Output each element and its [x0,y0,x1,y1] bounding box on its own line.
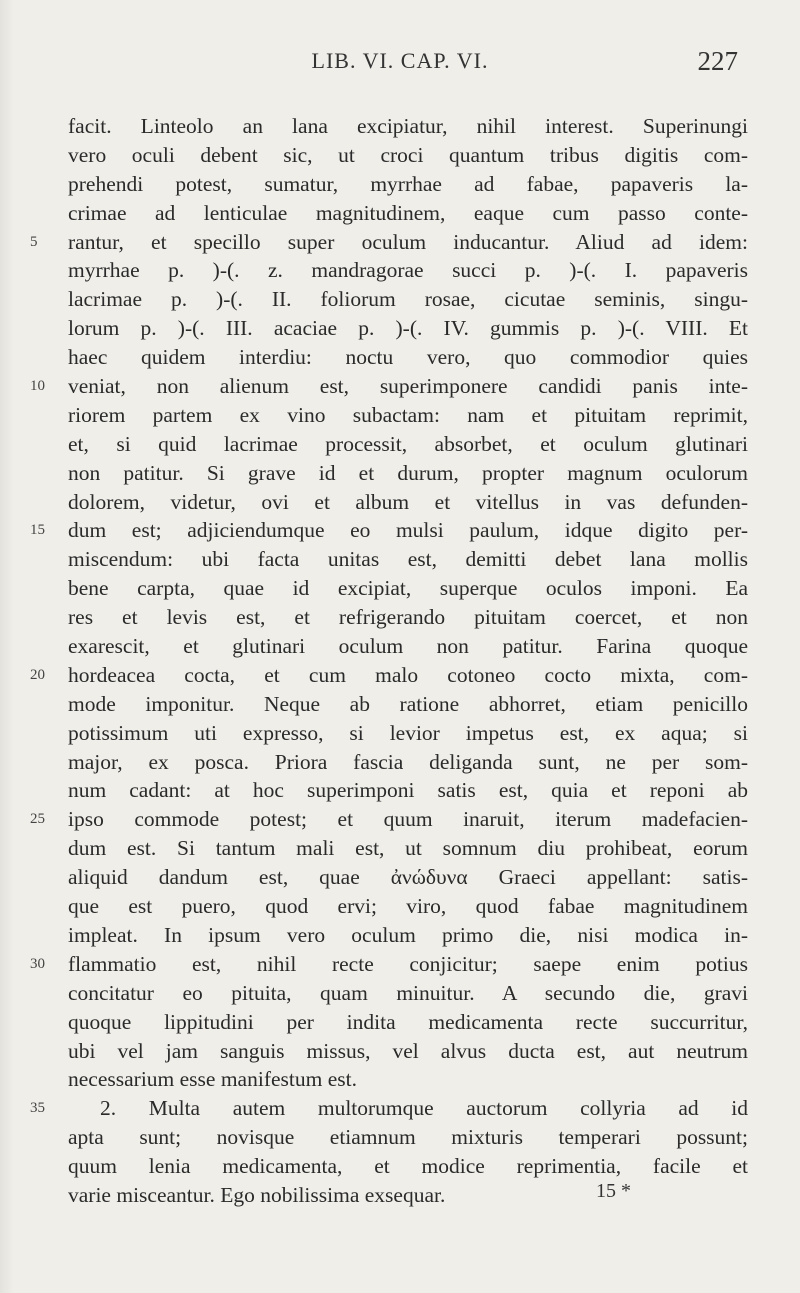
text-line [68,632,748,661]
line-text: quum lenia medicamenta, et modice reprimentia, facile et [68,1154,748,1179]
text-line [30,805,748,834]
text-line [68,112,748,141]
body-text [30,112,748,1210]
text-line [68,863,748,892]
line-number: 20 [30,666,45,683]
line-text: dum est; adjiciendumque eo mulsi paulum, idque digito per- [68,518,748,543]
line-number: 5 [30,233,38,250]
text-line [68,343,748,372]
line-text: ipso commode potest; et quum inaruit, iterum madefacien- [68,807,748,832]
text-line [68,545,748,574]
line-text: concitatur eo pituita, quam minuitur. A secundo die, gravi [68,980,748,1005]
line-text: lorum p. )-(. III. acaciae p. )-(. IV. gummis p. )-(. VIII. Et [68,316,748,341]
text-line [68,1152,748,1181]
line-number: 10 [30,378,45,395]
text-line [30,516,748,545]
text-line [30,1094,748,1123]
line-text: crimae ad lenticulae magnitudinem, eaque cum passo conte- [68,200,748,225]
line-number: 25 [30,811,45,828]
page-header [0,48,800,88]
line-text: vero oculi debent sic, ut croci quantum tribus digitis com- [68,142,748,167]
line-text: major, ex posca. Priora fascia deliganda sunt, ne per som- [68,749,748,774]
text-line [68,256,748,285]
text-line [68,1065,748,1094]
line-text: myrrhae p. )-(. z. mandragorae succi p. )-(. I. papaveris [68,258,748,283]
text-line [68,776,748,805]
line-text: dum est. Si tantum mali est, ut somnum diu prohibeat, eorum [68,836,748,861]
line-text: varie misceantur. Ego nobilissima exsequar. [68,1182,446,1207]
line-text: hordeacea cocta, et cum malo cotoneo cocto mixta, com- [68,662,748,687]
text-line [68,170,748,199]
line-text: 2. Multa autem multorumque auctorum collyria ad id [100,1096,748,1121]
line-text: mode imponitur. Neque ab ratione abhorret, etiam penicillo [68,691,748,716]
line-text: prehendi potest, sumatur, myrrhae ad fabae, papaveris la- [68,171,748,196]
line-text: quoque lippitudini per indita medicamenta recte succurritur, [68,1009,748,1034]
text-line [68,488,748,517]
text-line [68,748,748,777]
text-line [68,430,748,459]
text-line [68,141,748,170]
text-line [30,228,748,257]
line-text: bene carpta, quae id excipiat, superque oculos imponi. Ea [68,576,748,601]
line-text: riorem partem ex vino subactam: nam et pituitam reprimit, [68,402,748,427]
line-text: rantur, et specillo super oculum inducantur. Aliud ad idem: [68,229,748,254]
text-line [68,690,748,719]
text-line [68,401,748,430]
text-line [30,372,748,401]
text-line [68,1181,748,1210]
text-line [68,719,748,748]
line-text: miscendum: ubi facta unitas est, demitti debet lana mollis [68,547,748,572]
line-text: impleat. In ipsum vero oculum primo die, nisi modica in- [68,922,748,947]
text-line [30,950,748,979]
line-text: ubi vel jam sanguis missus, vel alvus ducta est, aut neutrum [68,1038,748,1063]
text-line [68,574,748,603]
line-text: num cadant: at hoc superimponi satis est, quia et reponi ab [68,778,748,803]
line-number: 35 [30,1100,45,1117]
line-text: non patitur. Si grave id et durum, propter magnum oculorum [68,460,748,485]
text-line [68,1037,748,1066]
line-text: veniat, non alienum est, superimponere candidi panis inte- [68,374,748,399]
page-edge [0,0,14,1293]
line-number: 15 [30,522,45,539]
text-line [68,834,748,863]
line-text: exarescit, et glutinari oculum non patitur. Farina quoque [68,634,748,659]
line-text: necessarium esse manifestum est. [68,1067,357,1092]
line-text: potissimum uti expresso, si levior impetus est, ex aqua; si [68,720,748,745]
line-text: res et levis est, et refrigerando pituitam coercet, et non [68,605,748,630]
line-text: aliquid dandum est, quae ἀνώδυνα Graeci appellant: satis- [68,865,748,890]
line-text: dolorem, videtur, ovi et album et vitellus in vas defunden- [68,489,748,514]
page-number: 227 [697,46,738,76]
line-number: 30 [30,955,45,972]
text-line [68,1123,748,1152]
line-text: que est puero, quod ervi; viro, quod fabae magnitudinem [68,894,748,919]
text-line [68,603,748,632]
line-text: facit. Linteolo an lana excipiatur, nihil interest. Superinungi [68,114,748,138]
text-line [68,459,748,488]
text-line [30,661,748,690]
text-line [68,921,748,950]
running-title: LIB. VI. CAP. VI. [311,48,489,73]
signature-mark: 15 * [596,1180,631,1202]
text-line [68,892,748,921]
text-line [68,285,748,314]
line-text: haec quidem interdiu: noctu vero, quo commodior quies [68,345,748,370]
line-text: lacrimae p. )-(. II. foliorum rosae, cicutae seminis, singu- [68,287,748,312]
text-line [68,314,748,343]
text-line [68,1008,748,1037]
text-line [68,199,748,228]
line-text: et, si quid lacrimae processit, absorbet, et oculum glutinari [68,431,748,456]
text-line [68,979,748,1008]
line-text: apta sunt; novisque etiamnum mixturis temperari possunt; [68,1125,748,1150]
line-text: flammatio est, nihil recte conjicitur; saepe enim potius [68,951,748,976]
